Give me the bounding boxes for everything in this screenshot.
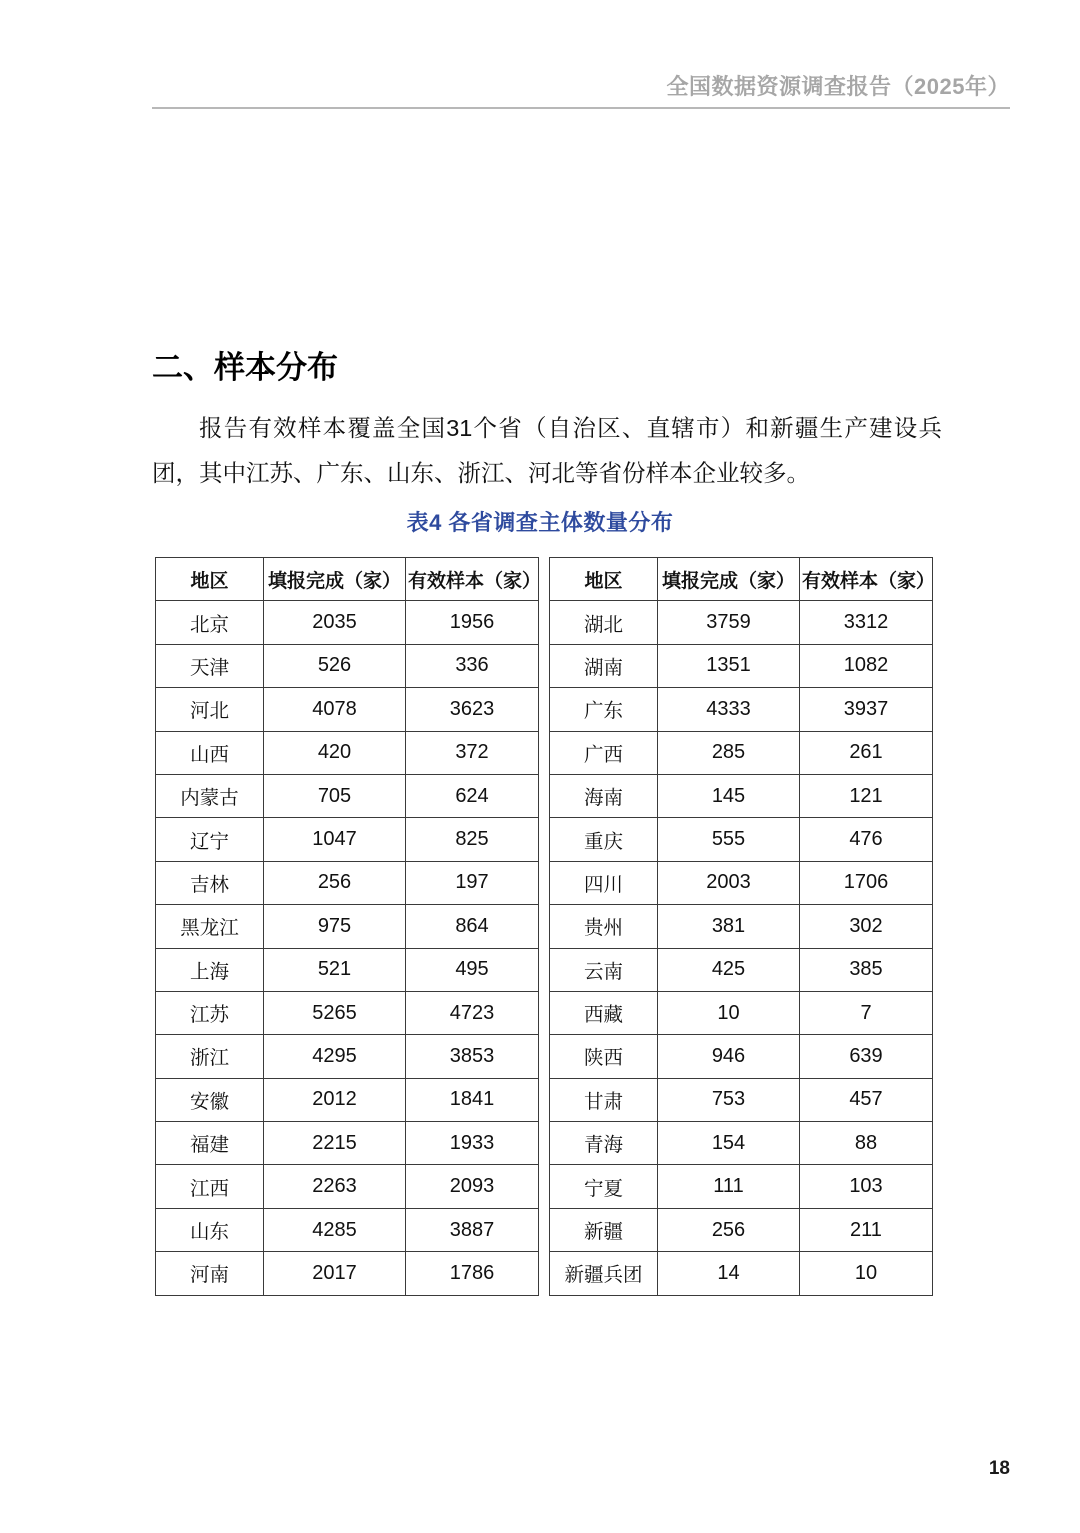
running-head-rule (152, 107, 1010, 109)
table-row (550, 905, 933, 948)
cell-valid-count: 3937 (800, 688, 933, 731)
cell-filed-count: 975 (264, 905, 406, 948)
table-row (156, 1078, 539, 1121)
cell-region: 青海 (550, 1122, 658, 1165)
cell-valid-count: 476 (800, 818, 933, 861)
table-row (156, 774, 539, 817)
column-header-filed: 填报完成（家） (658, 558, 800, 601)
cell-valid-count: 639 (800, 1035, 933, 1078)
cell-filed-count: 555 (658, 818, 800, 861)
cell-region: 山西 (156, 731, 264, 774)
cell-valid-count: 825 (406, 818, 539, 861)
cell-filed-count: 14 (658, 1252, 800, 1295)
table-body-right (550, 601, 933, 1295)
column-header-valid: 有效样本（家） (406, 558, 539, 601)
cell-filed-count: 4285 (264, 1208, 406, 1251)
cell-region: 浙江 (156, 1035, 264, 1078)
table-row (156, 818, 539, 861)
cell-filed-count: 3759 (658, 601, 800, 644)
cell-filed-count: 705 (264, 774, 406, 817)
cell-valid-count: 1706 (800, 861, 933, 904)
cell-region: 辽宁 (156, 818, 264, 861)
cell-region: 山东 (156, 1208, 264, 1251)
table-row (156, 905, 539, 948)
column-header-valid: 有效样本（家） (800, 558, 933, 601)
table-row (550, 948, 933, 991)
cell-region: 福建 (156, 1122, 264, 1165)
cell-region: 广东 (550, 688, 658, 731)
table-row (550, 1208, 933, 1251)
section-heading: 二、样本分布 (152, 349, 338, 385)
cell-valid-count: 336 (406, 644, 539, 687)
table-row (156, 601, 539, 644)
table-row (550, 818, 933, 861)
cell-valid-count: 261 (800, 731, 933, 774)
cell-valid-count: 197 (406, 861, 539, 904)
table-row (550, 644, 933, 687)
cell-filed-count: 1351 (658, 644, 800, 687)
cell-filed-count: 256 (264, 861, 406, 904)
cell-filed-count: 946 (658, 1035, 800, 1078)
table-row (550, 991, 933, 1034)
cell-filed-count: 1047 (264, 818, 406, 861)
column-header-region: 地区 (156, 558, 264, 601)
cell-valid-count: 10 (800, 1252, 933, 1295)
cell-valid-count: 1933 (406, 1122, 539, 1165)
cell-filed-count: 425 (658, 948, 800, 991)
cell-valid-count: 457 (800, 1078, 933, 1121)
table-row (550, 731, 933, 774)
cell-region: 天津 (156, 644, 264, 687)
cell-valid-count: 372 (406, 731, 539, 774)
cell-filed-count: 285 (658, 731, 800, 774)
table-row (156, 644, 539, 687)
cell-filed-count: 5265 (264, 991, 406, 1034)
cell-valid-count: 7 (800, 991, 933, 1034)
cell-valid-count: 88 (800, 1122, 933, 1165)
cell-filed-count: 4078 (264, 688, 406, 731)
cell-filed-count: 521 (264, 948, 406, 991)
cell-valid-count: 302 (800, 905, 933, 948)
cell-valid-count: 1841 (406, 1078, 539, 1121)
table-row (156, 731, 539, 774)
cell-valid-count: 4723 (406, 991, 539, 1034)
cell-region: 云南 (550, 948, 658, 991)
cell-valid-count: 3887 (406, 1208, 539, 1251)
cell-filed-count: 2035 (264, 601, 406, 644)
cell-region: 内蒙古 (156, 774, 264, 817)
cell-valid-count: 3853 (406, 1035, 539, 1078)
cell-filed-count: 111 (658, 1165, 800, 1208)
cell-region: 宁夏 (550, 1165, 658, 1208)
cell-filed-count: 420 (264, 731, 406, 774)
cell-valid-count: 1956 (406, 601, 539, 644)
cell-region: 河北 (156, 688, 264, 731)
cell-filed-count: 4295 (264, 1035, 406, 1078)
cell-valid-count: 211 (800, 1208, 933, 1251)
cell-region: 安徽 (156, 1078, 264, 1121)
cell-filed-count: 2012 (264, 1078, 406, 1121)
cell-region: 西藏 (550, 991, 658, 1034)
cell-region: 上海 (156, 948, 264, 991)
cell-region: 河南 (156, 1252, 264, 1295)
cell-filed-count: 2003 (658, 861, 800, 904)
cell-filed-count: 2263 (264, 1165, 406, 1208)
cell-valid-count: 495 (406, 948, 539, 991)
table-body-left (156, 601, 539, 1295)
cell-filed-count: 2215 (264, 1122, 406, 1165)
cell-region: 黑龙江 (156, 905, 264, 948)
running-head-title: 全国数据资源调查报告（2025年） (666, 74, 1010, 99)
table-caption: 表4 各省调查主体数量分布 (406, 510, 674, 535)
table-row (550, 601, 933, 644)
table-row (550, 1165, 933, 1208)
cell-region: 甘肃 (550, 1078, 658, 1121)
table-row (156, 1252, 539, 1295)
table-row (156, 1122, 539, 1165)
cell-region: 重庆 (550, 818, 658, 861)
cell-filed-count: 526 (264, 644, 406, 687)
cell-region: 吉林 (156, 861, 264, 904)
cell-filed-count: 753 (658, 1078, 800, 1121)
table-row (156, 991, 539, 1034)
cell-filed-count: 10 (658, 991, 800, 1034)
cell-filed-count: 154 (658, 1122, 800, 1165)
section-paragraph: 报告有效样本覆盖全国31个省（自治区、直辖市）和新疆生产建设兵团，其中江苏、广东、山东、浙江、河北等省份样本企业较多。 (152, 414, 942, 486)
running-head (152, 72, 1010, 102)
cell-filed-count: 381 (658, 905, 800, 948)
cell-filed-count: 4333 (658, 688, 800, 731)
cell-region: 广西 (550, 731, 658, 774)
cell-region: 北京 (156, 601, 264, 644)
cell-filed-count: 145 (658, 774, 800, 817)
table-row (550, 1122, 933, 1165)
cell-region: 海南 (550, 774, 658, 817)
cell-filed-count: 2017 (264, 1252, 406, 1295)
distribution-table-right (549, 557, 936, 1296)
table-row (156, 1208, 539, 1251)
table-row (156, 861, 539, 904)
table-row (156, 688, 539, 731)
table-header-row (550, 558, 933, 601)
cell-valid-count: 3312 (800, 601, 933, 644)
table-row (550, 688, 933, 731)
cell-region: 江西 (156, 1165, 264, 1208)
cell-region: 贵州 (550, 905, 658, 948)
column-header-region: 地区 (550, 558, 658, 601)
cell-region: 新疆兵团 (550, 1252, 658, 1295)
table-row (550, 1252, 933, 1295)
table-row (550, 1035, 933, 1078)
table-row (156, 1165, 539, 1208)
cell-valid-count: 103 (800, 1165, 933, 1208)
distribution-tables (155, 557, 936, 1296)
cell-region: 江苏 (156, 991, 264, 1034)
cell-region: 湖南 (550, 644, 658, 687)
cell-region: 陕西 (550, 1035, 658, 1078)
column-header-filed: 填报完成（家） (264, 558, 406, 601)
cell-region: 新疆 (550, 1208, 658, 1251)
cell-valid-count: 2093 (406, 1165, 539, 1208)
table-row (550, 774, 933, 817)
cell-region: 四川 (550, 861, 658, 904)
table-row (550, 1078, 933, 1121)
cell-valid-count: 1082 (800, 644, 933, 687)
table-row (156, 948, 539, 991)
cell-region: 湖北 (550, 601, 658, 644)
table-header-row (156, 558, 539, 601)
page-number: 18 (988, 1458, 1010, 1479)
cell-valid-count: 864 (406, 905, 539, 948)
distribution-table-left (155, 557, 542, 1296)
table-row (156, 1035, 539, 1078)
cell-valid-count: 385 (800, 948, 933, 991)
table-row (550, 861, 933, 904)
cell-valid-count: 3623 (406, 688, 539, 731)
cell-valid-count: 624 (406, 774, 539, 817)
cell-valid-count: 1786 (406, 1252, 539, 1295)
cell-valid-count: 121 (800, 774, 933, 817)
cell-filed-count: 256 (658, 1208, 800, 1251)
